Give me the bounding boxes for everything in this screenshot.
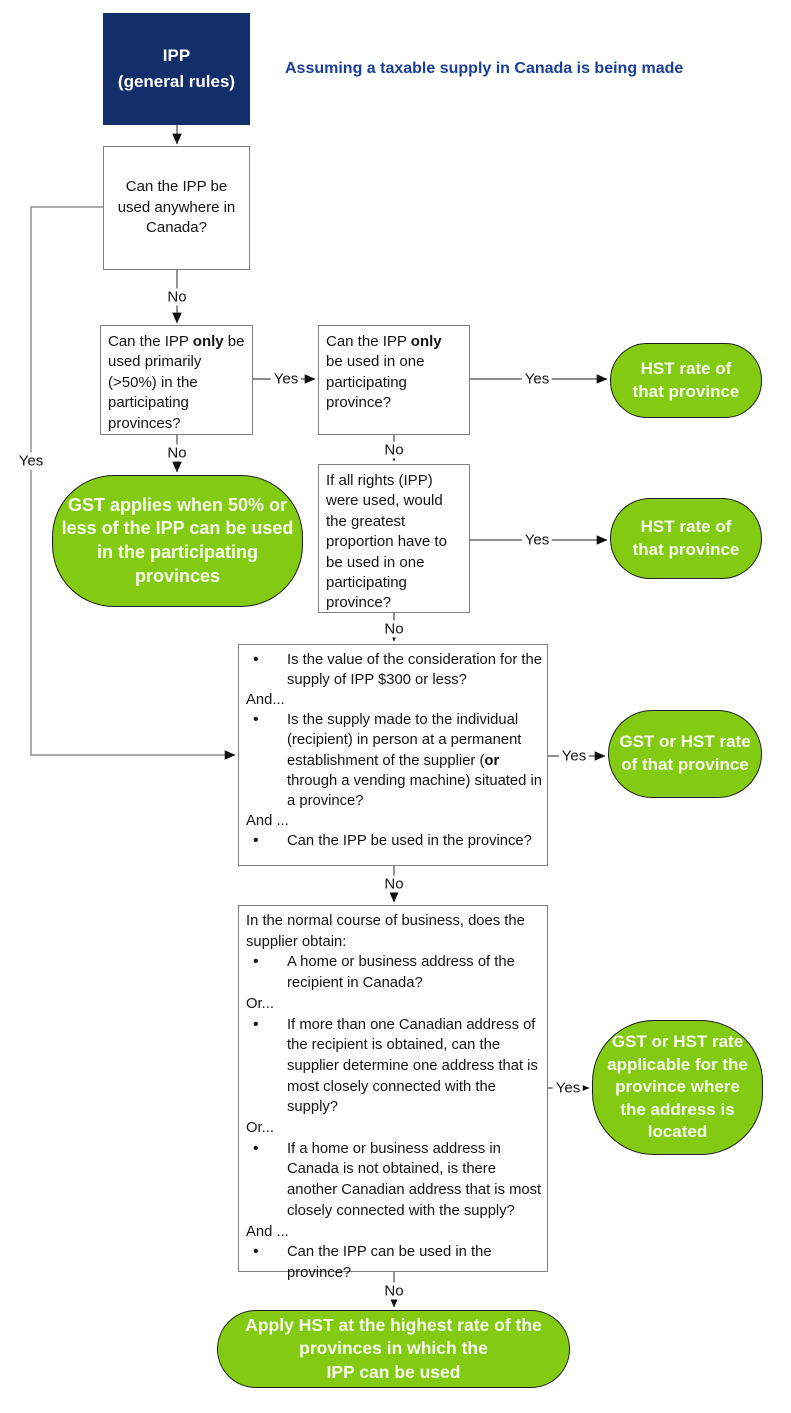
- terminal-gst-hst-address-line3: province where: [615, 1077, 740, 1097]
- question-used-primarily: [100, 325, 253, 435]
- terminal-hst-rate-1-line1: HST rate of: [640, 358, 732, 378]
- terminal-hst-rate-2: [610, 498, 762, 579]
- terminal-apply-highest-hst: [217, 1310, 570, 1388]
- edge-label-primarily-yes: Yes: [271, 371, 301, 388]
- address-bullet-3: • If a home or business address in Canada is not obtained, is there another Canadian address that is most closely connected with the supply?: [245, 1139, 543, 1222]
- start-node: [103, 13, 250, 125]
- question-used-anywhere-canada-text: Can the IPP be used anywhere in Canada?: [117, 178, 236, 237]
- edge-label-address-yes: Yes: [553, 1080, 583, 1097]
- terminal-apply-highest-hst-line3: IPP can be used: [326, 1361, 461, 1382]
- question-one-province: [318, 325, 470, 435]
- terminal-gst-fifty-percent: [52, 475, 303, 607]
- terminal-gst-fifty-percent-line3: in the participating: [96, 542, 258, 562]
- address-intro: In the normal course of business, does the supplier obtain:: [246, 913, 525, 950]
- terminal-gst-hst-address-line4: the address is: [620, 1099, 735, 1119]
- consideration-bullet-1: • Is the value of the consideration for the supply of IPP $300 or less?: [245, 650, 543, 690]
- question-used-primarily-pre: Can the IPP: [108, 333, 193, 350]
- question-used-anywhere-canada: [103, 146, 250, 270]
- edge-label-one-province-yes: Yes: [522, 371, 552, 388]
- terminal-gst-fifty-percent-line4: provinces: [134, 565, 221, 586]
- consideration-bullet-2-pre: Is the supply made to the individual (recipient) in person at a permanent establishment of the supplier (: [287, 712, 522, 769]
- question-one-province-pre: Can the IPP: [326, 333, 411, 350]
- address-bullet-4: • Can the IPP can be used in the province?: [245, 1242, 543, 1283]
- question-consideration-300: [238, 644, 548, 866]
- question-greatest-proportion-text: If all rights (IPP) were used, would the greatest proportion have to be used in one participating province?: [326, 472, 447, 612]
- address-or-2: Or...: [246, 1120, 274, 1137]
- edge-label-anywhere-yes: Yes: [16, 453, 46, 470]
- assumption-note: Assuming a taxable supply in Canada is being made: [285, 60, 684, 77]
- terminal-hst-rate-1-line2: that province: [632, 381, 740, 401]
- edge-label-consideration-yes: Yes: [559, 748, 589, 765]
- edge-label-primarily-no: No: [164, 445, 189, 462]
- edge-label-one-province-no: No: [381, 442, 406, 459]
- terminal-gst-hst-province: [608, 710, 762, 798]
- address-bullet-2: • If more than one Canadian address of the recipient is obtained, can the supplier determine one address that is most closely connected with the supply?: [245, 1015, 543, 1119]
- terminal-hst-rate-2-line2: that province: [632, 539, 740, 559]
- edge-label-greatest-no: No: [381, 621, 406, 638]
- question-one-province-post: be used in one participating province?: [326, 353, 425, 412]
- terminal-gst-hst-address: [592, 1020, 763, 1155]
- start-node-title-line1: IPP: [162, 45, 191, 65]
- consideration-bullet-3: • Can the IPP be used in the province?: [245, 831, 543, 851]
- terminal-apply-highest-hst-line1: Apply HST at the highest rate of the: [245, 1315, 542, 1336]
- consideration-and-2: And ...: [246, 812, 289, 829]
- question-greatest-proportion: [318, 464, 470, 613]
- terminal-hst-rate-2-line1: HST rate of: [640, 516, 732, 536]
- terminal-gst-fifty-percent-line1: GST applies when 50% or: [67, 494, 288, 515]
- edge-label-consideration-no: No: [381, 876, 406, 893]
- terminal-gst-hst-address-line5: located: [647, 1122, 708, 1142]
- question-used-primarily-post: be used primarily (>50%) in the participating provinces?: [108, 333, 245, 432]
- edge-label-anywhere-no: No: [164, 289, 189, 306]
- question-supplier-address: [238, 905, 548, 1281]
- address-and: And ...: [246, 1223, 289, 1240]
- terminal-hst-rate-1: [610, 343, 762, 418]
- address-or-1: Or...: [246, 995, 274, 1012]
- start-node-title-line2: (general rules): [117, 72, 236, 91]
- terminal-gst-hst-province-line2: of that province: [621, 755, 749, 774]
- question-used-primarily-bold: only: [192, 333, 224, 350]
- edge-label-address-no: No: [381, 1283, 406, 1300]
- consideration-bullet-2: [245, 710, 543, 811]
- terminal-gst-hst-province-line1: GST or HST rate: [619, 732, 751, 752]
- address-bullet-1: • A home or business address of the recipient in Canada?: [245, 952, 543, 993]
- edge-label-greatest-yes: Yes: [522, 532, 552, 549]
- consideration-bullet-2-post: through a vending machine) situated in a province?: [287, 772, 543, 809]
- terminal-gst-fifty-percent-line2: less of the IPP can be used: [61, 518, 294, 539]
- terminal-apply-highest-hst-line2: provinces in which the: [299, 1338, 488, 1359]
- consideration-bullet-2-bold: or: [484, 752, 500, 769]
- terminal-gst-hst-address-line1: GST or HST rate: [611, 1032, 744, 1052]
- consideration-and-1: And...: [246, 692, 285, 709]
- question-one-province-bold: only: [410, 333, 442, 350]
- terminal-gst-hst-address-line2: applicable for the: [607, 1054, 748, 1074]
